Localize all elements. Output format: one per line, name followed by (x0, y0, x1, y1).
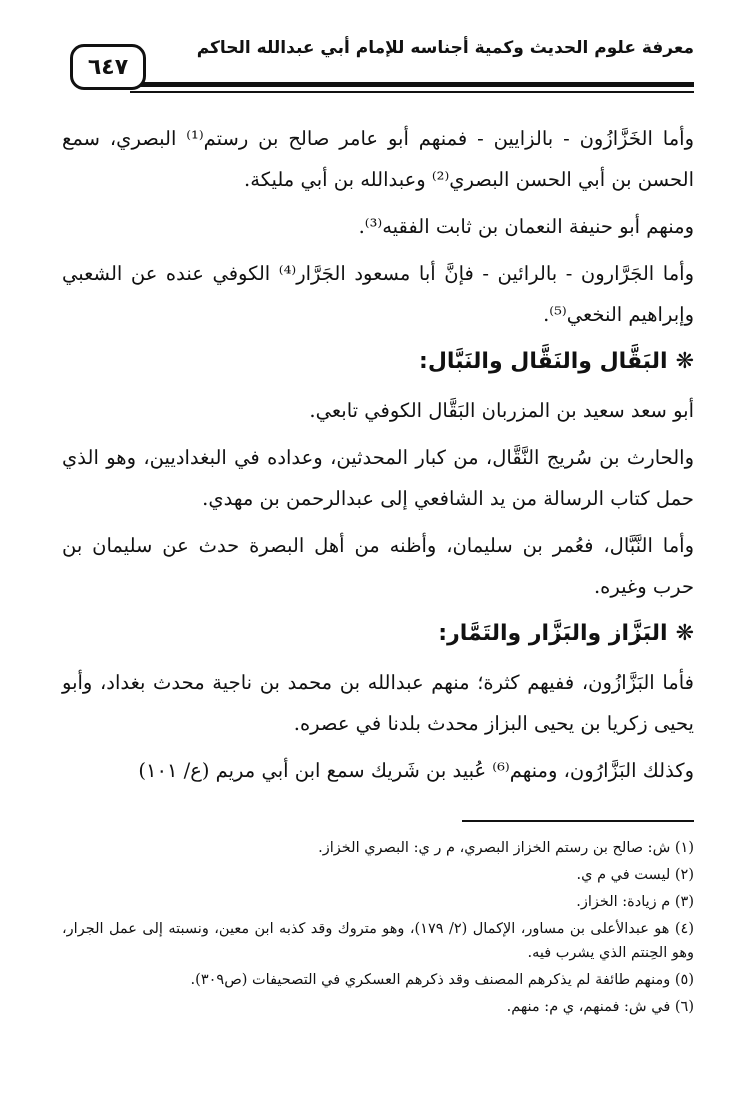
paragraph: والحارث بن سُريج النَّقَّال، من كبار المحدثين، وعداده في البغداديين، وهو الذي حمل كتاب الرسالة من يد الشافعي إلى عبدالرحمن بن مهدي. (62, 446, 694, 510)
footnote-separator (462, 820, 694, 822)
section-heading-text: البَزَّاز والبَزَّار والتَمَّار: (438, 621, 668, 646)
page-number: ٦٤٧ (70, 44, 146, 90)
page-header (70, 34, 694, 104)
footnote: (٣) م زيادة: الخزاز. (576, 894, 694, 910)
paragraph: فأما البَزَّازُون، ففيهم كثرة؛ منهم عبدالله بن محمد بن ناجية محدث بغداد، وأبو يحيى زكريا بن يحيى البزاز محدث بلدنا في عصره. (62, 671, 694, 735)
footnote: (٦) في ش: فمنهم، ي م: منهم. (506, 999, 694, 1015)
paragraph: وكذلك البَزَّارُون، ومنهم⁽⁶⁾ عُبيد بن شَريك سمع ابن أبي مريم (ع/ ١٠١) (138, 759, 694, 782)
section-heading (62, 341, 694, 382)
star-icon: ❋ (675, 349, 694, 374)
paragraph: وأما الخَزَّازُون - بالزايين - فمنهم أبو عامر صالح بن رستم⁽¹⁾ البصري، سمع الحسن بن أبي الحسن البصري⁽²⁾ وعبدالله بن أبي مليكة. (62, 127, 694, 191)
header-rule-thin (130, 91, 694, 93)
section-heading-text: البَقَّال والنَقَّال والنَبَّال: (419, 349, 668, 374)
header-rule-thick (130, 82, 694, 87)
paragraph: ومنهم أبو حنيفة النعمان بن ثابت الفقيه⁽³⁾. (358, 215, 694, 238)
footnotes (62, 836, 694, 1022)
paragraph: وأما النَّبَّال، فعُمر بن سليمان، وأظنه من أهل البصرة حدث عن سليمان بن حرب وغيره. (62, 534, 694, 598)
main-text (62, 118, 694, 797)
footnote: (٥) ومنهم طائفة لم يذكرهم المصنف وقد ذكرهم العسكري في التصحيفات (ص٣٠٩). (190, 972, 694, 988)
footnote: (٤) هو عبدالأعلى بن مساور، الإكمال (٢/ ١٧٩)، وهو متروك وقد كذبه ابن معين، ونسبته إلى عمل الجرار، وهو الحِنتم الذي يشرب فيه. (62, 921, 694, 961)
section-heading (62, 613, 694, 654)
star-icon: ❋ (675, 621, 694, 646)
paragraph: وأما الجَرَّارون - بالرائين - فإنَّ أبا مسعود الجَرَّار⁽⁴⁾ الكوفي عنده عن الشعبي وإبراهيم النخعي⁽⁵⁾. (62, 262, 694, 326)
running-title: معرفة علوم الحديث وكمية أجناسه للإمام أبي عبدالله الحاكم (196, 38, 694, 58)
footnote: (١) ش: صالح بن رستم الخزاز البصري، م ر ي: البصري الخزاز. (318, 840, 694, 856)
footnote: (٢) ليست في م ي. (576, 867, 694, 883)
paragraph: أبو سعد سعيد بن المزربان البَقَّال الكوفي تابعي. (309, 399, 694, 422)
